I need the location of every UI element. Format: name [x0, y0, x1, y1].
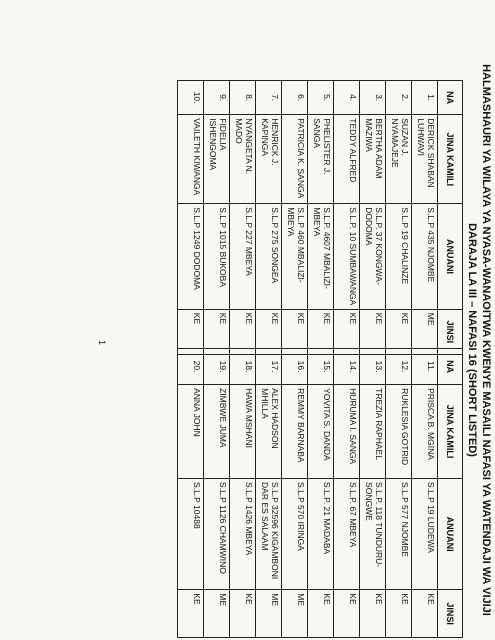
col-jinsi: JINSI	[438, 590, 463, 638]
cell-jinsi: KE	[360, 309, 386, 354]
cell-jina: TEDDY ALFRED	[334, 115, 360, 204]
cell-jinsi: ME	[204, 590, 230, 638]
table-row	[334, 81, 360, 355]
cell-na: 8.	[230, 81, 256, 115]
table-row	[178, 349, 204, 638]
cell-na: 3.	[360, 81, 386, 115]
cell-na: 7.	[256, 81, 282, 115]
table-row	[386, 349, 412, 638]
cell-anuani: S.L.P 570 IRINGA	[282, 479, 308, 590]
cell-na: 10.	[178, 81, 204, 115]
cell-na: 9.	[204, 81, 230, 115]
cell-na: 1.	[412, 81, 438, 115]
cell-jinsi: KE	[308, 590, 334, 638]
col-na: NA	[438, 81, 463, 115]
document-header	[465, 60, 493, 620]
table-row	[308, 81, 334, 355]
cell-jina: SUZAN J. NYAMAJEJE	[386, 115, 412, 204]
cell-na: 14.	[334, 349, 360, 385]
cell-na: 19.	[204, 349, 230, 385]
table-body-right	[178, 349, 438, 638]
cell-jina: REMMY BARNABA	[282, 385, 308, 479]
col-anuani: ANUANI	[438, 204, 463, 309]
candidates-table-left	[177, 80, 463, 355]
cell-anuani: S.L.P 227 MBEYA	[230, 204, 256, 309]
cell-jina: DERICK SHABAN LUHWAVI	[412, 115, 438, 204]
cell-jinsi: KE	[178, 309, 204, 354]
col-jinsi: JINSI	[438, 309, 463, 354]
cell-jinsi: KE	[412, 590, 438, 638]
cell-na: 17.	[256, 349, 282, 385]
cell-jina: HAWA MSHANI	[230, 385, 256, 479]
cell-na: 16.	[282, 349, 308, 385]
cell-jinsi: ME	[256, 590, 282, 638]
cell-anuani: S.L.P 1426 MBEYA	[230, 479, 256, 590]
cell-anuani: S.L.P. 37 KONGWA-DODOMA	[360, 204, 386, 309]
cell-jina: YOVITA S. DANDA	[308, 385, 334, 479]
cell-anuani: S.L.P 19 CHALINZE	[386, 204, 412, 309]
cell-anuani: S.L.P 19 LUDEWA	[412, 479, 438, 590]
cell-anuani: S.L.P 10488	[178, 479, 204, 590]
cell-anuani: S.L.P. 10 SUMBAWANGA	[334, 204, 360, 309]
cell-anuani: S.L.P 1249 DODOMA	[178, 204, 204, 309]
candidates-table-right	[177, 348, 463, 638]
cell-na: 4.	[334, 81, 360, 115]
cell-jina: RUKLESIA GOTRID	[386, 385, 412, 479]
cell-jina: NYANGETA N. MADO	[230, 115, 256, 204]
table-row	[204, 349, 230, 638]
table-row	[256, 349, 282, 638]
cell-jina: ALEX HADSON MHILLA	[256, 385, 282, 479]
cell-jina: VAILETH KIWANGA	[178, 115, 204, 204]
col-jina: JINA KAMILI	[438, 385, 463, 479]
table-row	[412, 349, 438, 638]
cell-jinsi: KE	[230, 309, 256, 354]
table-row	[230, 81, 256, 355]
cell-jinsi: ME	[282, 590, 308, 638]
cell-na: 5.	[308, 81, 334, 115]
col-na: NA	[438, 349, 463, 385]
cell-jina: TREZIA RAPHAEL	[360, 385, 386, 479]
header-subtitle: DARAJA LA III – NAFASI 16 (SHORT LISTED)	[466, 223, 478, 457]
cell-jina: BERTHA ADAM MAZIWA	[360, 115, 386, 204]
table-row	[282, 349, 308, 638]
cell-jinsi: KE	[178, 590, 204, 638]
cell-anuani: S.L.P. 67 MBEYA	[334, 479, 360, 590]
cell-jina: PRISCA B. MGINA	[412, 385, 438, 479]
cell-anuani: S.L.P. 118 TUNDURU-SONGWE	[360, 479, 386, 590]
cell-anuani: S.L.P 435 NJOMBE	[412, 204, 438, 309]
table-row	[334, 349, 360, 638]
table-row	[308, 349, 334, 638]
page-number: 1	[97, 340, 107, 346]
cell-anuani: S.L.P 275 SONGEA	[256, 204, 282, 309]
cell-jinsi: KE	[334, 590, 360, 638]
table-row	[412, 81, 438, 355]
cell-jinsi: ME	[412, 309, 438, 354]
cell-na: 18.	[230, 349, 256, 385]
cell-jinsi: KE	[334, 309, 360, 354]
cell-na: 11.	[412, 349, 438, 385]
cell-jinsi: KE	[256, 309, 282, 354]
cell-anuani: S.L.P. 4607 MBALIZI-MBEYA	[308, 204, 334, 309]
cell-na: 20.	[178, 349, 204, 385]
cell-jinsi: KE	[204, 309, 230, 354]
cell-na: 12.	[386, 349, 412, 385]
cell-anuani: S.L.P 577 NJOMBE	[386, 479, 412, 590]
table-row	[178, 81, 204, 355]
cell-na: 15.	[308, 349, 334, 385]
header-title: HALMASHAURI YA WILAYA YA NYASA-WANAOITWA KWENYE MASAILI NAFASI YA WATENDAJI WA VIJIJI	[480, 64, 492, 616]
cell-anuani: S.L.P 1126 CHAMWINO	[204, 479, 230, 590]
table-row	[282, 81, 308, 355]
table-row	[386, 81, 412, 355]
cell-jinsi: KE	[360, 590, 386, 638]
col-jina: JINA KAMILI	[438, 115, 463, 204]
table-body-left	[178, 81, 438, 355]
cell-anuani: S.L.P 32596 KIGAMBONI DAR ES SALAAM	[256, 479, 282, 590]
cell-jina: HENRICK J. KAPINGA	[256, 115, 282, 204]
cell-jinsi: KE	[282, 309, 308, 354]
cell-anuani: S.L.P 1015 BUKOBA	[204, 204, 230, 309]
cell-jinsi: KE	[308, 309, 334, 354]
cell-jinsi: KE	[386, 590, 412, 638]
col-anuani: ANUANI	[438, 479, 463, 590]
cell-jina: FIDELIA ISHENGOMA	[204, 115, 230, 204]
table-row	[204, 81, 230, 355]
cell-jina: ANNA JOHN	[178, 385, 204, 479]
cell-na: 13.	[360, 349, 386, 385]
table-row	[230, 349, 256, 638]
cell-anuani: S.L.P 460 MBALIZI- MBEYA	[282, 204, 308, 309]
cell-jina: PATRICIA K. SANGA	[282, 115, 308, 204]
cell-jinsi: KE	[230, 590, 256, 638]
cell-na: 2.	[386, 81, 412, 115]
cell-jina: HURUMA I. SANGA	[334, 385, 360, 479]
table-row	[360, 349, 386, 638]
cell-jina: ZIMBWE JUMA	[204, 385, 230, 479]
cell-jina: PHELISTER J. SANGA	[308, 115, 334, 204]
cell-anuani: S.L.P. 21 MADABA	[308, 479, 334, 590]
table-row	[256, 81, 282, 355]
cell-na: 6.	[282, 81, 308, 115]
cell-jinsi: KE	[386, 309, 412, 354]
table-row	[360, 81, 386, 355]
